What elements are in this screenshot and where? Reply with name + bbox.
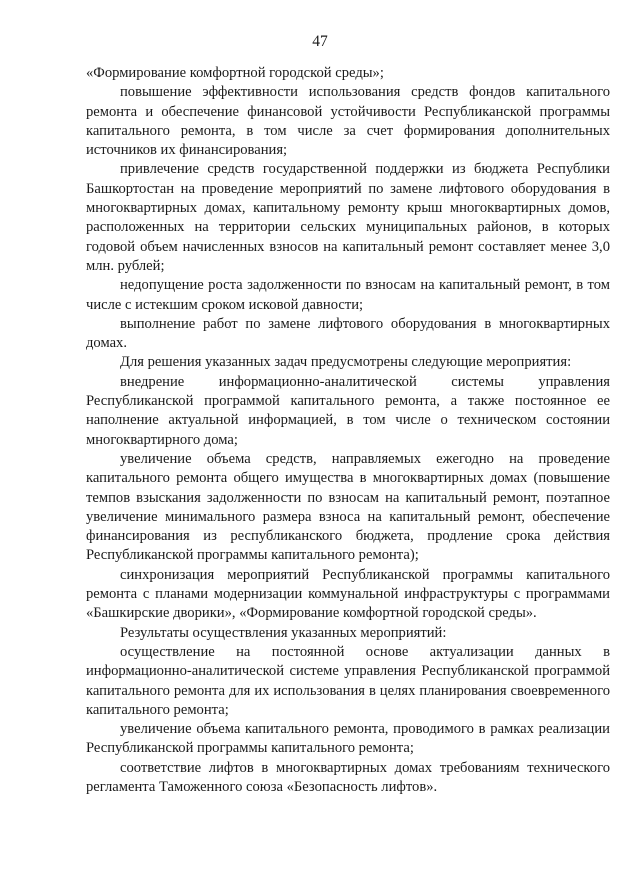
paragraph-2: повышение эффективности использования средств фондов капитального ремонта и обеспечение финансовой устойчивости Республиканской программы капитального ремонта, в том числе за счет формирования дополнительных источников их финансирования; [86, 84, 610, 159]
paragraph-9: синхронизация мероприятий Республиканской программы капитального ремонта с планами модернизации коммунальной инфраструктуры с программами «Башкирские дворики», «Формирование комфортной городской среды». [86, 566, 610, 622]
paragraph-4: недопущение роста задолженности по взносам на капитальный ремонт, в том числе с истекшим сроком исковой давности; [86, 277, 610, 313]
paragraph-1: «Формирование комфортной городской среды»; [86, 65, 384, 81]
document-body [86, 64, 610, 797]
paragraph-7: внедрение информационно-аналитической системы управления Республиканской программой капитального ремонта, а также постоянное ее наполнение актуальной информацией, в том числе о техническом состоянии многоквартирного дома; [86, 373, 610, 448]
paragraph-5: выполнение работ по замене лифтового оборудования в многоквартирных домах. [86, 315, 610, 352]
paragraph-8: увеличение объема средств, направляемых ежегодно на проведение капитального ремонта общего имущества в многоквартирных домах (повышение темпов взыскания задолженности по взносам на капитальный ремонт, поэтапное увеличение минимального размера взноса на капитальный ремонт, обеспечение финансирования из республиканского бюджета, продление срока действия Республиканской программы капитального ремонта); [86, 450, 610, 564]
paragraph-10: Результаты осуществления указанных мероприятий: [120, 624, 447, 641]
paragraph-6: Для решения указанных задач предусмотрены следующие мероприятия: [120, 354, 572, 371]
paragraph-11: осуществление на постоянной основе актуализации данных в информационно-аналитической системе управления Республиканской программой капитального ремонта для их использования в целях планирования своевременного капитального ремонта; [86, 643, 610, 718]
paragraph-13: соответствие лифтов в многоквартирных домах требованиям технического регламента Таможенного союза «Безопасность лифтов». [86, 759, 610, 795]
paragraph-12: увеличение объема капитального ремонта, проводимого в рамках реализации Республиканской программы капитального ремонта; [86, 721, 610, 757]
paragraph-3: привлечение средств государственной поддержки из бюджета Республики Башкортостан на проведение мероприятий по замене лифтового оборудования в многоквартирных домах, капитальному ремонту крыш многоквартирных домов, расположенных на территории сельских муниципальных районов, в которых годовой объем начисленных взносов на капитальный ремонт составляет менее 3,0 млн. рублей; [86, 161, 610, 274]
page-number: 47 [312, 33, 328, 50]
